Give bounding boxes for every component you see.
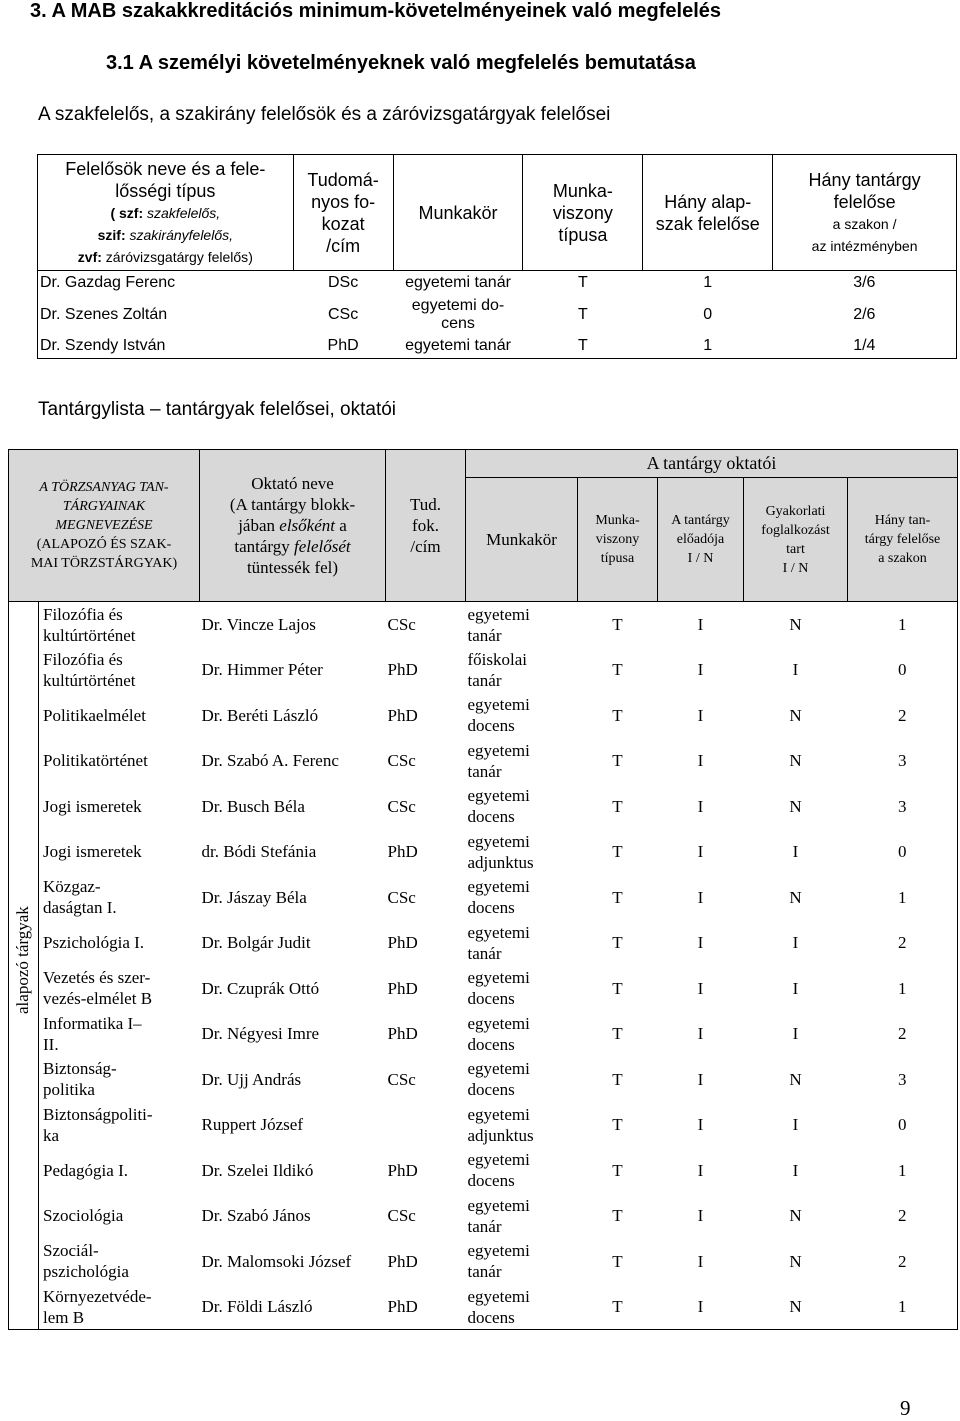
subject-count: 1: [848, 875, 958, 921]
table-row: [9, 920, 958, 966]
employment-type: T: [612, 751, 623, 771]
degree: PhD: [387, 1160, 418, 1180]
degree: CSc: [387, 751, 416, 771]
table-row: [9, 1057, 958, 1103]
responsible-name: Dr. Szendy István: [40, 337, 166, 355]
table-row: [9, 1102, 958, 1148]
table-row: [38, 295, 957, 335]
employment-type: T: [612, 1206, 623, 1226]
position: egyetemi docens: [467, 968, 530, 1009]
header-degree: Tudomá- nyos fo- kozat /cím: [293, 155, 393, 271]
subject-name: Szociál- pszichológia: [43, 1241, 129, 1282]
base-program-count: 1: [703, 337, 713, 355]
position: egyetemi tanár: [405, 337, 511, 355]
header-practice: Gyakorlati foglalkozást tart I / N: [744, 478, 848, 602]
subject-name: Pedagógia I.: [43, 1160, 128, 1180]
responsible-name: Dr. Szenes Zoltán: [40, 305, 168, 323]
table-row: [9, 1284, 958, 1330]
employment-type: T: [578, 305, 588, 323]
subject-name: Filozófia és kultúrtörténet: [43, 604, 136, 645]
lecturer: I: [697, 887, 704, 907]
position: főiskolai tanár: [467, 649, 527, 690]
degree: PhD: [387, 1251, 418, 1271]
subsection-heading: 3.1 A személyi követelményeknek való megfelelés bemutatása: [106, 52, 696, 74]
practice: N: [789, 1069, 802, 1089]
position: egyetemi tanár: [467, 1241, 530, 1282]
table-row: [9, 647, 958, 693]
practice: N: [789, 796, 802, 816]
degree: PhD: [387, 705, 418, 725]
employment-type: T: [612, 1024, 623, 1044]
lecturer: I: [697, 842, 704, 862]
subject-count: 2: [848, 693, 958, 739]
header-employment-type: Munka- viszony típusa: [523, 155, 643, 271]
subject-name: Jogi ismeretek: [43, 796, 142, 816]
header-responsible-name: Felelősök neve és a fele- lősségi típus ( szf: szakfelelős, szif: szakirányfelelős, zvf: záróvizsgatárgy felelős): [38, 155, 294, 271]
responsibles-table: [37, 154, 957, 359]
employment-type: T: [612, 887, 623, 907]
lecturer: I: [697, 1160, 704, 1180]
lecturer: I: [697, 660, 704, 680]
teacher-name: Ruppert József: [201, 1115, 304, 1135]
employment-type: T: [612, 660, 623, 680]
practice: N: [789, 1206, 802, 1226]
subject-count: 2: [848, 1239, 958, 1285]
degree: DSc: [327, 273, 359, 291]
teacher-name: Dr. Malomsoki József: [201, 1251, 352, 1271]
degree: PhD: [387, 1024, 418, 1044]
employment-type: T: [612, 1115, 623, 1135]
subject-count: 1: [848, 1148, 958, 1194]
lecturer: I: [697, 978, 704, 998]
teacher-name: Dr. Négyesi Imre: [201, 1024, 320, 1044]
practice: N: [789, 887, 802, 907]
table-row: [9, 1148, 958, 1194]
practice: I: [792, 1160, 799, 1180]
section-heading: 3. A MAB szakakkreditációs minimum-követelményeinek való megfelelés: [30, 0, 722, 22]
subject-name: Politikaelmélet: [43, 705, 146, 725]
lecturer: I: [697, 796, 704, 816]
employment-type: T: [612, 705, 623, 725]
employment-type: T: [612, 1251, 623, 1271]
degree: PhD: [387, 978, 418, 998]
position: egyetemi do- cens: [411, 296, 505, 332]
header-teacher-name: Oktató neve (A tantárgy blokk- jában elsőként a tantárgy felelősét tüntessék fel): [200, 450, 386, 602]
position: egyetemi docens: [467, 695, 530, 736]
teacher-name: Dr. Busch Béla: [201, 796, 305, 816]
subject-count: 1: [848, 602, 958, 648]
teacher-name: Dr. Szelei Ildikó: [201, 1160, 314, 1180]
practice: N: [789, 615, 802, 634]
teacher-name: Dr. Szabó János: [201, 1206, 311, 1226]
position: egyetemi docens: [467, 1059, 530, 1100]
base-program-count: 0: [703, 305, 713, 323]
header-base-programs: Hány alap- szak felelőse: [643, 155, 773, 271]
practice: N: [789, 705, 802, 725]
employment-type: T: [612, 796, 623, 816]
teacher-name: Dr. Himmer Péter: [201, 660, 323, 680]
teacher-name: Dr. Ujj András: [201, 1069, 302, 1089]
teacher-name: Dr. Jászay Béla: [201, 887, 307, 907]
position: egyetemi docens: [467, 1150, 530, 1191]
practice: N: [744, 1284, 848, 1330]
position: egyetemi docens: [466, 1284, 578, 1330]
table-row: [9, 875, 958, 921]
subject-count: 2: [848, 920, 958, 966]
table-row: [9, 1239, 958, 1285]
employment-type: T: [612, 1069, 623, 1089]
header-subject-count: Hány tantárgy felelőse a szakon / az intézményben: [773, 155, 957, 271]
degree: PhD: [327, 337, 359, 355]
practice: I: [792, 842, 799, 862]
subject-count: 2: [848, 1193, 958, 1239]
table-row: [9, 738, 958, 784]
page-number: 9: [900, 1396, 911, 1420]
position: egyetemi docens: [467, 1013, 530, 1054]
subject-count: 0: [848, 829, 958, 875]
table-row: [9, 693, 958, 739]
header-position: Munkakör: [466, 478, 578, 602]
subject-count: 2: [848, 1011, 958, 1057]
subject-name: Filozófia és kultúrtörténet: [43, 649, 136, 690]
employment-type: T: [612, 842, 623, 862]
table-row: [38, 335, 957, 359]
employment-type: T: [578, 1284, 658, 1330]
subject-count: 1: [848, 966, 958, 1012]
degree: PhD: [387, 660, 418, 680]
lecturer: I: [697, 1115, 704, 1135]
subject-name: Környezetvéde- lem B: [39, 1284, 200, 1330]
subject-list-table: [8, 449, 958, 1330]
table-row: [9, 602, 958, 648]
degree: CSc: [387, 887, 416, 907]
practice: I: [792, 933, 799, 953]
lecturer: I: [658, 1284, 744, 1330]
table2-caption: Tantárgylista – tantárgyak felelősei, oktatói: [38, 399, 397, 420]
position: egyetemi docens: [467, 786, 530, 827]
employment-type: T: [578, 337, 588, 355]
practice: I: [792, 978, 799, 998]
position: egyetemi tanár: [467, 604, 530, 645]
practice: N: [789, 1251, 802, 1271]
practice: N: [789, 751, 802, 771]
teacher-name: Dr. Beréti László: [201, 705, 319, 725]
header-subject-name: A TÖRZSANYAG TAN- TÁRGYAINAK MEGNEVEZÉSE (ALAPOZÓ ÉS SZAK- MAI TÖRZSTÁRGYAK): [9, 450, 200, 602]
practice: I: [792, 1115, 799, 1135]
subject-count: 1/4: [853, 337, 876, 355]
table1-caption: A szakfelelős, a szakirány felelősök és a záróvizsgatárgyak felelősei: [38, 104, 611, 125]
category-label: alapozó tárgyak: [13, 906, 32, 1014]
header-lecturer: A tantárgy előadója I / N: [658, 478, 744, 602]
degree: CSc: [387, 615, 416, 634]
teacher-name: Dr. Szabó A. Ferenc: [201, 751, 339, 771]
subject-count: 0: [848, 1102, 958, 1148]
teacher-name: Dr. Czuprák Ottó: [201, 978, 320, 998]
table-row: [9, 966, 958, 1012]
subject-name: Jogi ismeretek: [43, 842, 142, 862]
degree: PhD: [386, 1284, 466, 1330]
subject-name: Biztonság- politika: [43, 1059, 117, 1100]
degree: PhD: [387, 842, 418, 862]
lecturer: I: [697, 1206, 704, 1226]
lecturer: I: [697, 1069, 704, 1089]
subject-count: 0: [848, 647, 958, 693]
degree: CSc: [387, 796, 416, 816]
employment-type: T: [612, 933, 623, 953]
teacher-name: Dr. Bolgár Judit: [201, 933, 311, 953]
lecturer: I: [697, 751, 704, 771]
responsible-name: Dr. Gazdag Ferenc: [40, 273, 176, 291]
category-label-cell: [9, 602, 39, 1330]
subject-count: 3/6: [853, 273, 876, 291]
teacher-name: dr. Bódi Stefánia: [201, 842, 317, 862]
degree: [386, 1102, 466, 1148]
subject-name: Politikatörténet: [43, 751, 148, 771]
degree: CSc: [387, 1206, 416, 1226]
header-position: Munkakör: [393, 155, 523, 271]
degree: CSc: [387, 1069, 416, 1089]
position: egyetemi adjunktus: [467, 1104, 534, 1145]
subject-name: Vezetés és szer- vezés-elmélet B: [43, 968, 153, 1009]
position: egyetemi tanár: [467, 922, 530, 963]
subject-count: 3: [848, 784, 958, 830]
lecturer: I: [697, 1251, 704, 1271]
position: egyetemi docens: [467, 877, 530, 918]
subject-count: 1: [848, 1284, 958, 1330]
position: egyetemi tanár: [467, 1195, 530, 1236]
lecturer: I: [697, 1024, 704, 1044]
degree: CSc: [327, 305, 359, 323]
subject-name: Biztonságpoliti- ka: [43, 1104, 153, 1145]
header-subject-count: Hány tan- tárgy felelőse a szakon: [848, 478, 958, 602]
practice: I: [792, 1024, 799, 1044]
lecturer: I: [697, 705, 704, 725]
header-teachers-group: A tantárgy oktatói: [466, 450, 958, 478]
employment-type: T: [578, 273, 588, 291]
position: egyetemi tanár: [405, 273, 511, 291]
subject-count: 3: [848, 738, 958, 784]
header-employment-type: Munka- viszony típusa: [578, 478, 658, 602]
position: egyetemi adjunktus: [467, 831, 534, 872]
lecturer: I: [697, 933, 704, 953]
subject-count: 3: [848, 1057, 958, 1103]
table-row: [38, 271, 957, 295]
practice: I: [792, 660, 799, 680]
employment-type: T: [612, 615, 623, 634]
base-program-count: 1: [703, 273, 713, 291]
degree: PhD: [387, 933, 418, 953]
subject-name: Szociológia: [43, 1206, 124, 1226]
subject-name: Pszichológia I.: [43, 933, 145, 953]
position: egyetemi tanár: [467, 740, 530, 781]
teacher-name: Dr. Vincze Lajos: [201, 615, 316, 634]
table-row: [9, 784, 958, 830]
subject-name: Informatika I– II.: [43, 1013, 142, 1054]
teacher-name: Dr. Földi László: [200, 1284, 386, 1330]
lecturer: I: [697, 615, 704, 634]
table-row: [9, 829, 958, 875]
header-degree: Tud. fok. /cím: [386, 450, 466, 602]
subject-count: 2/6: [853, 305, 876, 323]
table-row: [9, 1193, 958, 1239]
employment-type: T: [612, 1160, 623, 1180]
employment-type: T: [612, 978, 623, 998]
subject-name: Közgaz- daságtan I.: [43, 877, 117, 918]
table-row: [9, 1011, 958, 1057]
